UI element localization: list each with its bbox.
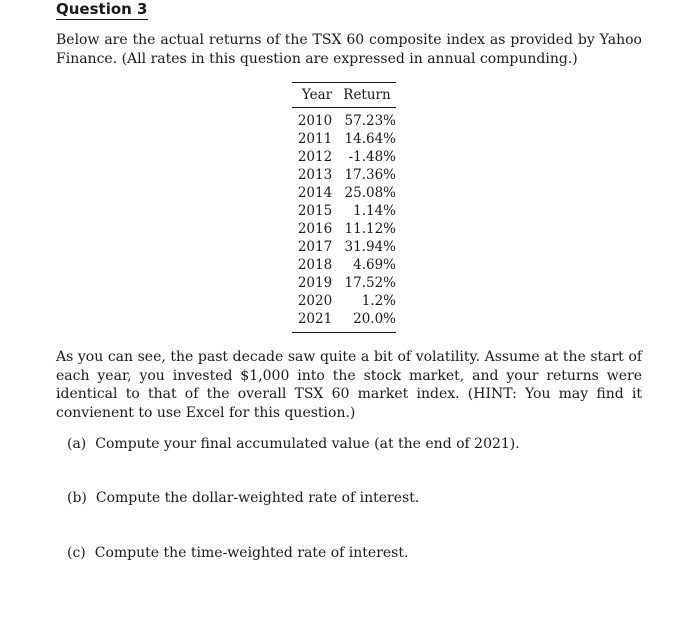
body-paragraph: As you can see, the past decade saw quite a bit of volatility. Assume at the start of each year, you invested $1,000 into the stock market, and your returns were identical to that of the overall TSX 60 market index. (HINT: You may find it convienent to use Excel for this question.) — [56, 349, 642, 421]
year-cell: 2014 — [297, 185, 333, 201]
table-row — [292, 202, 396, 220]
year-cell: 2016 — [297, 221, 333, 237]
part-a-label: (a) — [67, 436, 87, 452]
year-cell: 2015 — [297, 203, 333, 219]
part-b-label: (b) — [67, 490, 87, 506]
return-cell: 17.52% — [344, 275, 396, 291]
part-b-text: Compute the dollar-weighted rate of interest. — [95, 490, 420, 506]
return-cell: 20.0% — [353, 311, 396, 327]
return-cell: 17.36% — [344, 167, 396, 183]
return-cell: 4.69% — [353, 257, 396, 273]
year-cell: 2012 — [297, 149, 333, 165]
table-row — [292, 130, 396, 148]
return-cell: 11.12% — [344, 221, 396, 237]
part-a — [67, 435, 520, 453]
table-row — [292, 184, 396, 202]
part-c — [67, 544, 408, 562]
year-cell: 2019 — [297, 275, 333, 291]
part-c-text: Compute the time-weighted rate of interest. — [94, 545, 409, 561]
returns-table — [292, 82, 396, 333]
year-cell: 2018 — [297, 257, 333, 273]
return-column-header: Return — [343, 87, 391, 103]
return-cell: 57.23% — [344, 113, 396, 129]
table-row — [292, 310, 396, 333]
intro-paragraph: Below are the actual returns of the TSX 60 composite index as provided by Yahoo Finance. (All rates in this question are expressed in annual compunding.) — [56, 32, 642, 67]
table-row — [292, 220, 396, 238]
return-cell: 25.08% — [344, 185, 396, 201]
part-c-label: (c) — [67, 545, 86, 561]
table-row — [292, 148, 396, 166]
table-row — [292, 292, 396, 310]
year-cell: 2021 — [297, 311, 333, 327]
return-cell: 31.94% — [344, 239, 396, 255]
table-row — [292, 274, 396, 292]
year-cell: 2020 — [297, 293, 333, 309]
part-b — [67, 489, 419, 507]
table-row — [292, 238, 396, 256]
return-cell: -1.48% — [348, 149, 396, 165]
return-cell: 1.2% — [361, 293, 396, 309]
table-header-row — [292, 83, 396, 108]
return-cell: 1.14% — [353, 203, 396, 219]
year-cell: 2017 — [297, 239, 333, 255]
part-a-text: Compute your final accumulated value (at the end of 2021). — [95, 436, 520, 452]
table-row — [292, 108, 396, 131]
year-cell: 2011 — [297, 131, 333, 147]
table-row — [292, 166, 396, 184]
year-column-header: Year — [301, 87, 333, 103]
year-cell: 2010 — [297, 113, 333, 129]
table-row — [292, 256, 396, 274]
return-cell: 14.64% — [344, 131, 396, 147]
year-cell: 2013 — [297, 167, 333, 183]
question-title: Question 3 — [56, 0, 148, 18]
